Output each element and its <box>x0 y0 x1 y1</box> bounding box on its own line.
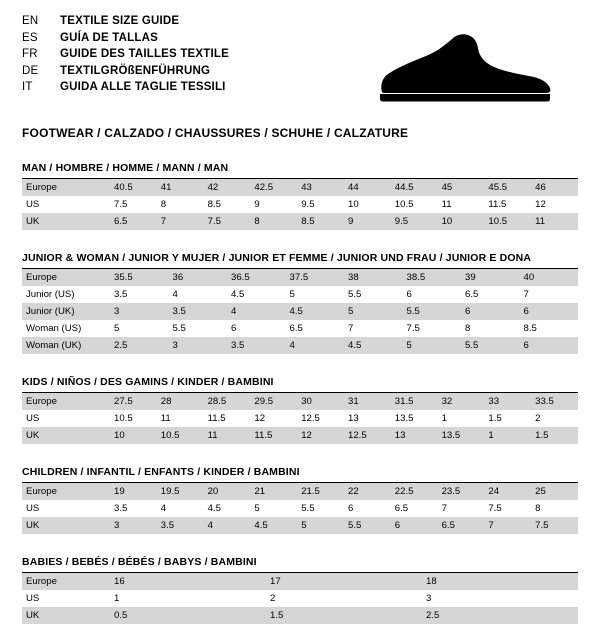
size-cell: 7 <box>484 517 531 534</box>
size-cell: 2.5 <box>422 607 578 624</box>
size-cell: 22.5 <box>391 483 438 500</box>
size-cell: 7.5 <box>403 320 462 337</box>
section-babies <box>22 556 578 624</box>
size-cell: 11 <box>531 213 578 230</box>
section-kids <box>22 376 578 444</box>
size-cell: 24 <box>484 483 531 500</box>
size-cell: 3.5 <box>110 500 157 517</box>
size-cell: 23.5 <box>438 483 485 500</box>
size-cell: 10 <box>110 427 157 444</box>
size-cell: 1 <box>438 410 485 427</box>
size-cell: 7.5 <box>484 500 531 517</box>
language-row <box>22 64 229 80</box>
table-row <box>22 500 578 517</box>
table-row <box>22 196 578 213</box>
size-cell: 6 <box>227 320 286 337</box>
size-cell: 8.5 <box>520 320 579 337</box>
size-cell: 17 <box>266 573 422 590</box>
language-code: FR <box>22 48 38 60</box>
size-cell: 0.5 <box>110 607 266 624</box>
size-cell: 5 <box>344 303 403 320</box>
size-cell: 10.5 <box>157 427 204 444</box>
size-cell: 6.5 <box>110 213 157 230</box>
size-cell: 10 <box>344 196 391 213</box>
size-cell: 1.5 <box>266 607 422 624</box>
size-cell: 6 <box>520 337 579 354</box>
row-label: Europe <box>22 393 110 410</box>
size-cell: 8.5 <box>204 196 251 213</box>
size-cell: 7 <box>520 286 579 303</box>
size-cell: 11.5 <box>250 427 297 444</box>
size-cell: 31.5 <box>391 393 438 410</box>
size-cell: 13.5 <box>438 427 485 444</box>
size-cell: 6.5 <box>438 517 485 534</box>
size-cell: 45.5 <box>484 179 531 196</box>
row-label: US <box>22 410 110 427</box>
row-label: US <box>22 590 110 607</box>
size-cell: 16 <box>110 573 266 590</box>
footwear-heading: FOOTWEAR / CALZADO / CHAUSSURES / SCHUHE / CALZATURE <box>22 126 409 140</box>
size-cell: 8.5 <box>297 213 344 230</box>
size-cell: 6 <box>403 286 462 303</box>
size-cell: 12.5 <box>297 410 344 427</box>
size-cell: 6 <box>461 303 520 320</box>
size-cell: 4.5 <box>204 500 251 517</box>
size-cell: 19 <box>110 483 157 500</box>
size-cell: 3 <box>110 517 157 534</box>
size-cell: 44 <box>344 179 391 196</box>
size-cell: 11.5 <box>484 196 531 213</box>
size-cell: 8 <box>531 500 578 517</box>
size-cell: 36 <box>169 269 228 286</box>
size-cell: 2 <box>531 410 578 427</box>
size-cell: 4.5 <box>250 517 297 534</box>
table-row <box>22 286 578 303</box>
row-label: Woman (US) <box>22 320 110 337</box>
size-cell: 4 <box>169 286 228 303</box>
size-cell: 5 <box>110 320 169 337</box>
size-cell: 42 <box>204 179 251 196</box>
row-label: Europe <box>22 179 110 196</box>
table-row <box>22 393 578 410</box>
size-cell: 13 <box>344 410 391 427</box>
size-cell: 4.5 <box>286 303 345 320</box>
table-row <box>22 483 578 500</box>
table-row <box>22 410 578 427</box>
size-cell: 3 <box>422 590 578 607</box>
row-label: Junior (US) <box>22 286 110 303</box>
size-cell: 3 <box>169 337 228 354</box>
size-cell: 4 <box>286 337 345 354</box>
language-title: TEXTILE SIZE GUIDE <box>60 15 180 27</box>
size-table <box>22 483 578 534</box>
size-table <box>22 179 578 230</box>
section-title: BABIES / BEBÉS / BÉBÉS / BABYS / BAMBINI <box>22 556 578 573</box>
row-label: Europe <box>22 483 110 500</box>
table-row <box>22 573 578 590</box>
size-cell: 37.5 <box>286 269 345 286</box>
size-cell: 4 <box>204 517 251 534</box>
size-cell: 38.5 <box>403 269 462 286</box>
table-row <box>22 303 578 320</box>
table-row <box>22 213 578 230</box>
size-table <box>22 393 578 444</box>
size-cell: 3.5 <box>110 286 169 303</box>
size-cell: 5.5 <box>169 320 228 337</box>
size-cell: 6 <box>344 500 391 517</box>
size-tables <box>22 162 578 624</box>
size-cell: 22 <box>344 483 391 500</box>
size-cell: 28 <box>157 393 204 410</box>
table-row <box>22 179 578 196</box>
section-title: CHILDREN / INFANTIL / ENFANTS / KINDER / BAMBINI <box>22 466 578 483</box>
size-cell: 5 <box>250 500 297 517</box>
section-title: JUNIOR & WOMAN / JUNIOR Y MUJER / JUNIOR ET FEMME / JUNIOR UND FRAU / JUNIOR E DONA <box>22 252 578 269</box>
language-code: DE <box>22 64 39 77</box>
size-cell: 2 <box>266 590 422 607</box>
header <box>22 14 578 107</box>
size-cell: 10.5 <box>391 196 438 213</box>
size-cell: 8 <box>157 196 204 213</box>
size-cell: 46 <box>531 179 578 196</box>
size-cell: 4 <box>227 303 286 320</box>
size-cell: 11.5 <box>204 410 251 427</box>
table-row <box>22 427 578 444</box>
dress-shoe-icon <box>374 30 554 107</box>
section-children <box>22 466 578 534</box>
table-row <box>22 337 578 354</box>
size-cell: 5.5 <box>297 500 344 517</box>
size-cell: 5.5 <box>344 286 403 303</box>
row-label: US <box>22 196 110 213</box>
size-cell: 33 <box>484 393 531 410</box>
language-row <box>22 14 229 30</box>
size-cell: 6 <box>391 517 438 534</box>
size-cell: 42.5 <box>250 179 297 196</box>
language-title: GUIDA ALLE TAGLIE TESSILI <box>60 81 226 93</box>
size-cell: 5.5 <box>344 517 391 534</box>
language-row <box>22 31 229 47</box>
size-cell: 6.5 <box>286 320 345 337</box>
size-cell: 27.5 <box>110 393 157 410</box>
size-table <box>22 573 578 624</box>
section-man <box>22 162 578 230</box>
size-cell: 10.5 <box>110 410 157 427</box>
row-label: UK <box>22 517 110 534</box>
size-cell: 8 <box>461 320 520 337</box>
size-cell: 6.5 <box>391 500 438 517</box>
size-cell: 31 <box>344 393 391 410</box>
size-cell: 43 <box>297 179 344 196</box>
size-cell: 7 <box>157 213 204 230</box>
size-cell: 2.5 <box>110 337 169 354</box>
size-cell: 9.5 <box>297 196 344 213</box>
size-cell: 41 <box>157 179 204 196</box>
row-label: Europe <box>22 573 110 590</box>
size-cell: 6.5 <box>461 286 520 303</box>
size-cell: 10 <box>438 213 485 230</box>
size-cell: 3.5 <box>157 517 204 534</box>
row-label: Junior (UK) <box>22 303 110 320</box>
size-cell: 3.5 <box>227 337 286 354</box>
table-row <box>22 269 578 286</box>
row-label: Woman (UK) <box>22 337 110 354</box>
size-cell: 12.5 <box>344 427 391 444</box>
size-cell: 5.5 <box>403 303 462 320</box>
size-cell: 28.5 <box>204 393 251 410</box>
size-cell: 12 <box>250 410 297 427</box>
size-cell: 33.5 <box>531 393 578 410</box>
size-cell: 7.5 <box>110 196 157 213</box>
size-cell: 7.5 <box>204 213 251 230</box>
size-cell: 1.5 <box>484 410 531 427</box>
table-row <box>22 517 578 534</box>
size-cell: 7 <box>344 320 403 337</box>
size-cell: 5 <box>297 517 344 534</box>
table-row <box>22 590 578 607</box>
size-cell: 20 <box>204 483 251 500</box>
row-label: UK <box>22 607 110 624</box>
size-cell: 4.5 <box>344 337 403 354</box>
size-cell: 1 <box>484 427 531 444</box>
size-cell: 30 <box>297 393 344 410</box>
table-row <box>22 607 578 624</box>
size-cell: 1.5 <box>531 427 578 444</box>
size-table <box>22 269 578 354</box>
size-cell: 9 <box>344 213 391 230</box>
size-cell: 13.5 <box>391 410 438 427</box>
size-cell: 5 <box>286 286 345 303</box>
language-code: ES <box>22 31 38 44</box>
size-cell: 29.5 <box>250 393 297 410</box>
size-cell: 36.5 <box>227 269 286 286</box>
size-cell: 44.5 <box>391 179 438 196</box>
size-cell: 5.5 <box>461 337 520 354</box>
language-title: TEXTILGRÖßENFÜHRUNG <box>60 64 211 77</box>
language-title: GUIDE DES TAILLES TEXTILE <box>60 48 229 60</box>
size-cell: 39 <box>461 269 520 286</box>
language-row <box>22 80 229 96</box>
size-cell: 35.5 <box>110 269 169 286</box>
row-label: UK <box>22 213 110 230</box>
row-label: US <box>22 500 110 517</box>
size-cell: 11 <box>157 410 204 427</box>
section-junior-woman <box>22 252 578 354</box>
size-cell: 45 <box>438 179 485 196</box>
language-title: GUÍA DE TALLAS <box>60 31 158 44</box>
size-cell: 9.5 <box>391 213 438 230</box>
size-cell: 3.5 <box>169 303 228 320</box>
size-cell: 4 <box>157 500 204 517</box>
size-cell: 12 <box>297 427 344 444</box>
size-cell: 7.5 <box>531 517 578 534</box>
size-cell: 4.5 <box>227 286 286 303</box>
size-cell: 12 <box>531 196 578 213</box>
size-cell: 18 <box>422 573 578 590</box>
size-cell: 40.5 <box>110 179 157 196</box>
language-row <box>22 47 229 63</box>
size-cell: 5 <box>403 337 462 354</box>
size-cell: 1 <box>110 590 266 607</box>
language-code: EN <box>22 15 39 27</box>
language-title-list <box>22 14 229 96</box>
section-title: KIDS / NIÑOS / DES GAMINS / KINDER / BAMBINI <box>22 376 578 393</box>
size-cell: 38 <box>344 269 403 286</box>
size-cell: 8 <box>250 213 297 230</box>
row-label: Europe <box>22 269 110 286</box>
section-title: MAN / HOMBRE / HOMME / MANN / MAN <box>22 162 578 179</box>
size-cell: 40 <box>520 269 579 286</box>
size-cell: 19.5 <box>157 483 204 500</box>
language-code: IT <box>22 81 33 93</box>
size-cell: 25 <box>531 483 578 500</box>
size-cell: 6 <box>520 303 579 320</box>
size-cell: 9 <box>250 196 297 213</box>
size-cell: 11 <box>438 196 485 213</box>
size-cell: 3 <box>110 303 169 320</box>
table-row <box>22 320 578 337</box>
size-cell: 10.5 <box>484 213 531 230</box>
size-cell: 13 <box>391 427 438 444</box>
size-cell: 21 <box>250 483 297 500</box>
size-cell: 21.5 <box>297 483 344 500</box>
row-label: UK <box>22 427 110 444</box>
size-cell: 32 <box>438 393 485 410</box>
size-cell: 7 <box>438 500 485 517</box>
size-cell: 11 <box>204 427 251 444</box>
